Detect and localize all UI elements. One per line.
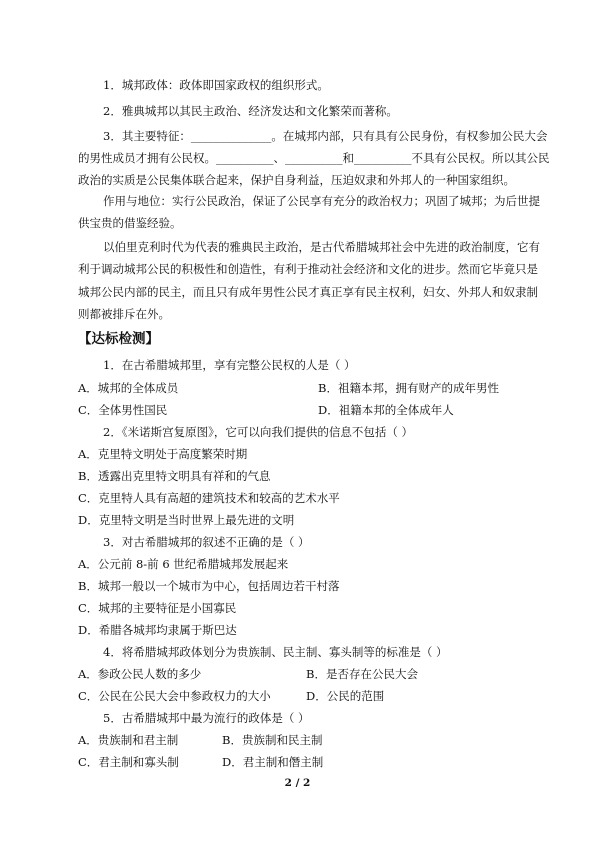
question-5-option-c: C．君主制和寡头制 [78,755,179,769]
point-2-text: 2．雅典城邦以其民主政治、经济发达和文化繁荣而著称。 [103,104,398,118]
summary-text-line-3: 城邦公民内部的民主，而且只有成年男性公民才真正享有民主权利，妇女、外邦人和奴隶制 [78,285,538,299]
section-title: 【达标检测】 [78,331,159,347]
question-1-stem: 1．在古希腊城邦里，享有完整公民权的人是（ ） [103,358,356,372]
page-number: 2 / 2 [284,777,311,789]
question-1-option-d: D．祖籍本邦的全体成年人 [318,403,454,417]
question-4-option-b: B．是否存在公民大会 [306,667,418,681]
role-text-line-1: 作用与地位：实行公民政治，保证了公民享有充分的政治权力；巩固了城邦；为后世提 [103,194,540,208]
question-3-option-a: A．公元前 8-前 6 世纪希腊城邦发展起来 [78,557,289,571]
question-2-stem: 2．《米诺斯宫复原图》，它可以向我们提供的信息不包括（ ） [103,425,413,439]
point-3-text-line-1: 3．其主要特征：______________。在城邦内部，只有具有公民身份，有权参加公民大会 [103,129,548,143]
question-2-option-d: D．克里特文明是当时世界上最先进的文明 [78,513,295,527]
question-2-option-c: C．克里特人具有高超的建筑技术和较高的艺术水平 [78,491,340,505]
question-4-option-d: D．公民的范围 [306,689,385,703]
question-5-option-b: B．贵族制和民主制 [222,733,323,747]
question-5-option-d: D．君主制和僭主制 [222,755,324,769]
question-4-option-c: C．公民在公民大会中参政权力的大小 [78,689,271,703]
question-1-option-a: A．城邦的全体成员 [78,381,179,395]
question-2-option-b: B．透露出克里特文明具有祥和的气息 [78,469,271,483]
point-3-text-line-3: 政治的实质是公民集体联合起来，保护自身利益，压迫奴隶和外邦人的一种国家组织。 [78,173,515,187]
question-3-stem: 3．对古希腊城邦的叙述不正确的是（ ） [103,535,310,549]
question-3-option-b: B．城邦一般以一个城市为中心，包括周边若干村落 [78,579,340,593]
question-2-option-a: A．克里特文明处于高度繁荣时期 [78,447,248,461]
question-5-stem: 5．古希腊城邦中最为流行的政体是（ ） [103,711,310,725]
role-text-line-2: 供宝贵的借鉴经验。 [78,216,182,230]
question-3-option-c: C．城邦的主要特征是小国寡民 [78,601,237,615]
question-1-option-b: B．祖籍本邦，拥有财产的成年男性 [318,381,499,395]
summary-text-line-4: 则都被排斥在外。 [78,307,170,321]
summary-text-line-2: 利于调动城邦公民的积极性和创造性，有利于推动社会经济和文化的进步。然而它毕竟只是 [78,262,538,276]
summary-text-line-1: 以伯里克利时代为代表的雅典民主政治，是古代希腊城邦社会中先进的政治制度，它有 [103,240,540,254]
question-4-stem: 4．将希腊城邦政体划分为贵族制、民主制、寡头制等的标准是（ ） [103,645,448,659]
point-3-text-line-2: 的男性成员才拥有公民权。__________、__________和__________不具有公民权。所以其公民 [78,151,550,165]
question-1-option-c: C．全体男性国民 [78,403,168,417]
question-3-option-d: D．希腊各城邦均隶属于斯巴达 [78,623,237,637]
question-4-option-a: A．参政公民人数的多少 [78,667,202,681]
point-1-text: 1．城邦政体：政体即国家政权的组织形式。 [103,78,329,92]
question-5-option-a: A．贵族制和君主制 [78,733,179,747]
